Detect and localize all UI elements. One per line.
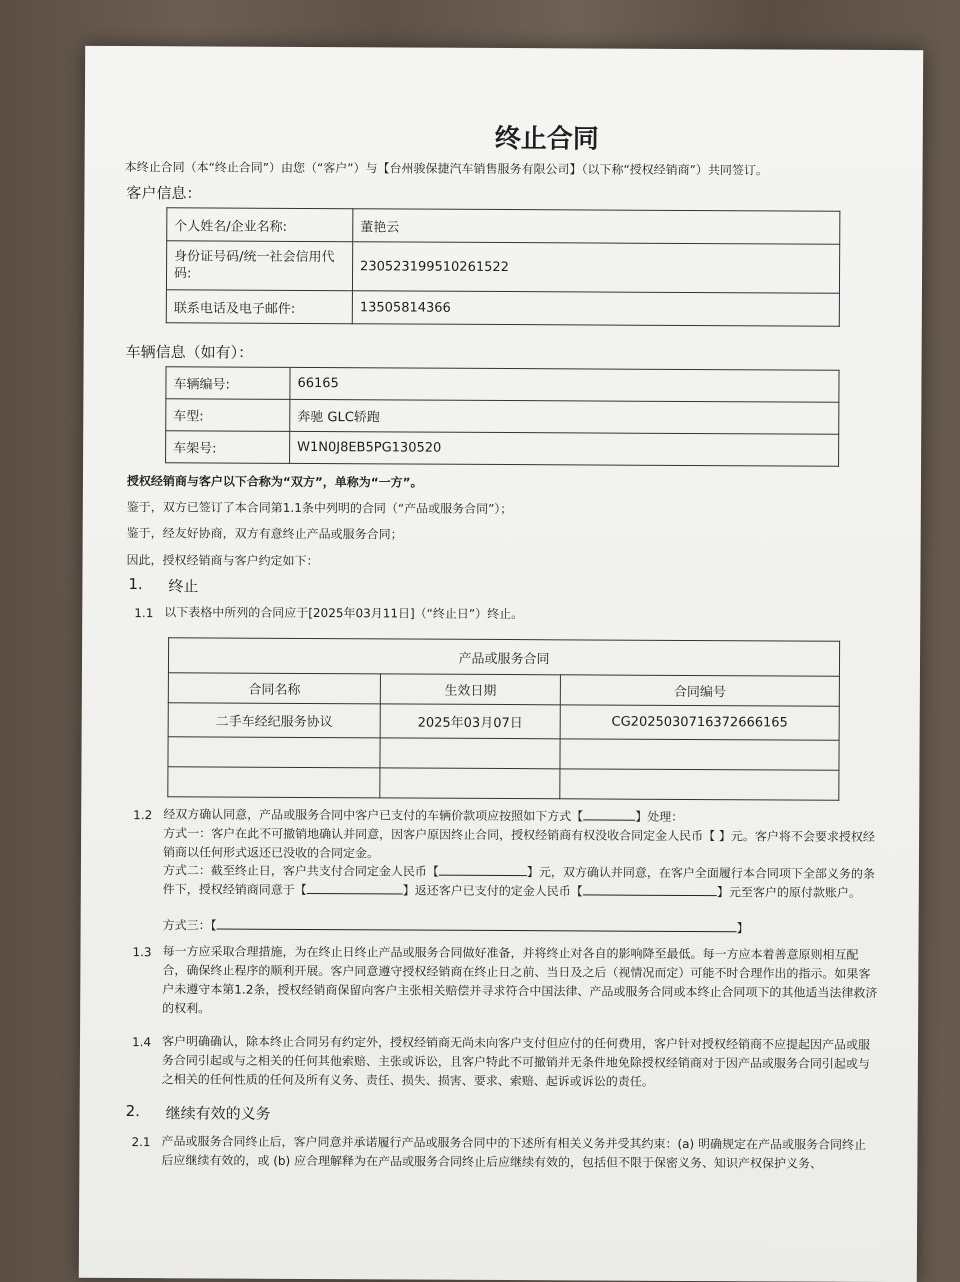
document-page (79, 46, 923, 1282)
section-1-title: 终止 (168, 577, 199, 596)
table-row (166, 241, 839, 294)
contract-number: CG2025030716372666165 (560, 705, 839, 740)
vehicle-label: 车型: (166, 399, 290, 432)
table-row (168, 703, 839, 741)
table-row (166, 431, 839, 467)
clause-1-1-number: 1.1 (134, 606, 154, 621)
table-row (168, 737, 839, 771)
clause-1-4-number: 1.4 (131, 1035, 152, 1050)
contract-date: 2025年03月07日 (380, 704, 560, 739)
vehicle-table (165, 366, 839, 467)
clause-1-3-number: 1.3 (132, 945, 152, 960)
document-title: 终止合同 (494, 123, 599, 155)
method-1: 方式一：客户在此不可撤销地确认并同意，因客户原因终止合同，授权经销商有权没收合同定金人民币【 】元。客户将不会要求授权经销商以任何形式返还已没收的合同定金。 (162, 826, 875, 861)
clause-1-3: 每一方应采取合理措施，为在终止日终止产品或服务合同做好准备，并将终止对各自的影响降至最低。每一方应本着善意原则相互配合，确保终止程序的顺利开展。客户同意遵守授权经销商在终止日之前、当日及之后（视情况而定）可能不时合理作出的指示。如果客户未遵守本第1.2条，授权经销商保留向客户主张相关赔偿并寻求符合中国法律、产品或服务合同或本终止合同项下的其他适当法律救济的权利。 (162, 944, 878, 1016)
customer-value: 董艳云 (353, 209, 840, 245)
clause-2-1-number: 2.1 (131, 1135, 151, 1150)
customer-label: 身份证号码/统一社会信用代码: (166, 241, 352, 291)
clause-2-1: 产品或服务合同终止后，客户同意并承诺履行产品或服务合同中的下述所有相关义务并受其约束：(a) 明确规定在产品或服务合同终止后应继续有效的，或 (b) 应合理解释为在产品或服务合同终止后应继续有效的，包括但不限于保密义务、知识产权保护义务、 (161, 1134, 867, 1171)
section-2-title: 继续有效的义务 (165, 1104, 271, 1123)
parties-paragraph: 授权经销商与客户以下合称为“双方”，单称为“一方”。 (126, 474, 423, 490)
blank-line[interactable] (583, 882, 717, 896)
vehicle-value: W1N0J8EB5PG130520 (290, 431, 839, 466)
column-header: 生效日期 (380, 674, 560, 705)
blank-line[interactable] (583, 807, 635, 820)
column-header: 合同编号 (560, 675, 839, 706)
table-row (168, 767, 839, 801)
method-3: 方式三：【 】 (162, 918, 749, 936)
table-row (168, 673, 839, 707)
customer-heading: 客户信息： (126, 184, 202, 203)
contract-table (167, 637, 840, 801)
blank-line[interactable] (439, 863, 527, 876)
vehicle-value: 奔驰 GLC轿跑 (290, 399, 839, 434)
section-1-number: 1. (128, 575, 143, 594)
contract-table-caption: 产品或服务合同 (168, 638, 839, 677)
customer-label: 联系电话及电子邮件: (166, 290, 352, 324)
vehicle-heading: 车辆信息（如有）： (125, 343, 254, 362)
vehicle-value: 66165 (290, 367, 839, 402)
section-2-number: 2. (125, 1102, 141, 1121)
customer-value: 230523199510261522 (352, 242, 839, 294)
clause-1-4: 客户明确确认，除本终止合同另有约定外，授权经销商无尚未向客户支付但应付的任何费用，客户针对授权经销商不应提起因产品或服务合同引起或与之相关的任何其他索赔、主张或诉讼，且客户特此不可撤销并无条件地免除授权经销商对于因产品或服务合同引起或与之相关的任何性质的任何及所有义务、责任、损失、损害、要求、索赔、起诉或诉讼的责任。 (161, 1034, 871, 1089)
table-row (166, 290, 839, 327)
column-header: 合同名称 (168, 673, 380, 704)
table-row (166, 399, 839, 435)
customer-value: 13505814366 (352, 291, 839, 327)
clause-1-2-number: 1.2 (133, 808, 153, 823)
contract-name: 二手车经纪服务协议 (168, 703, 380, 738)
table-row (167, 208, 840, 245)
intro-paragraph: 本终止合同（本“终止合同”）由您（“客户”）与【台州骏保捷汽车销售服务有限公司】（以下称“授权经销商”）共同签订。 (124, 160, 768, 178)
whereas-2: 鉴于，经友好协商，双方有意终止产品或服务合同； (126, 526, 403, 542)
whereas-1: 鉴于，双方已签订了本合同第1.1条中列明的合同（“产品或服务合同”）； (126, 500, 513, 517)
table-row (166, 367, 839, 403)
agreement-paragraph: 因此，授权经销商与客户约定如下： (126, 553, 319, 569)
vehicle-label: 车辆编号: (166, 367, 290, 400)
clause-1-2: 经双方确认同意，产品或服务合同中客户已支付的车辆价款项应按照如下方式【 】处理： (163, 807, 684, 824)
blank-line[interactable] (217, 917, 737, 933)
method-2: 方式二：截至终止日，客户共支付合同定金人民币【 】元，双方确认并同意，在客户全面履行本合同项下全部义务的条件下，授权经销商同意于【 】返还客户已支付的定金人民币【 】元至客户的原付款账户。 (162, 863, 875, 900)
blank-line[interactable] (307, 881, 403, 895)
customer-table (166, 207, 841, 327)
clause-1-1: 以下表格中所列的合同应于[2025年03月11日]（“终止日”）终止。 (164, 605, 524, 622)
customer-label: 个人姓名/企业名称: (167, 208, 353, 242)
table-row (168, 638, 839, 677)
vehicle-label: 车架号: (166, 431, 290, 464)
